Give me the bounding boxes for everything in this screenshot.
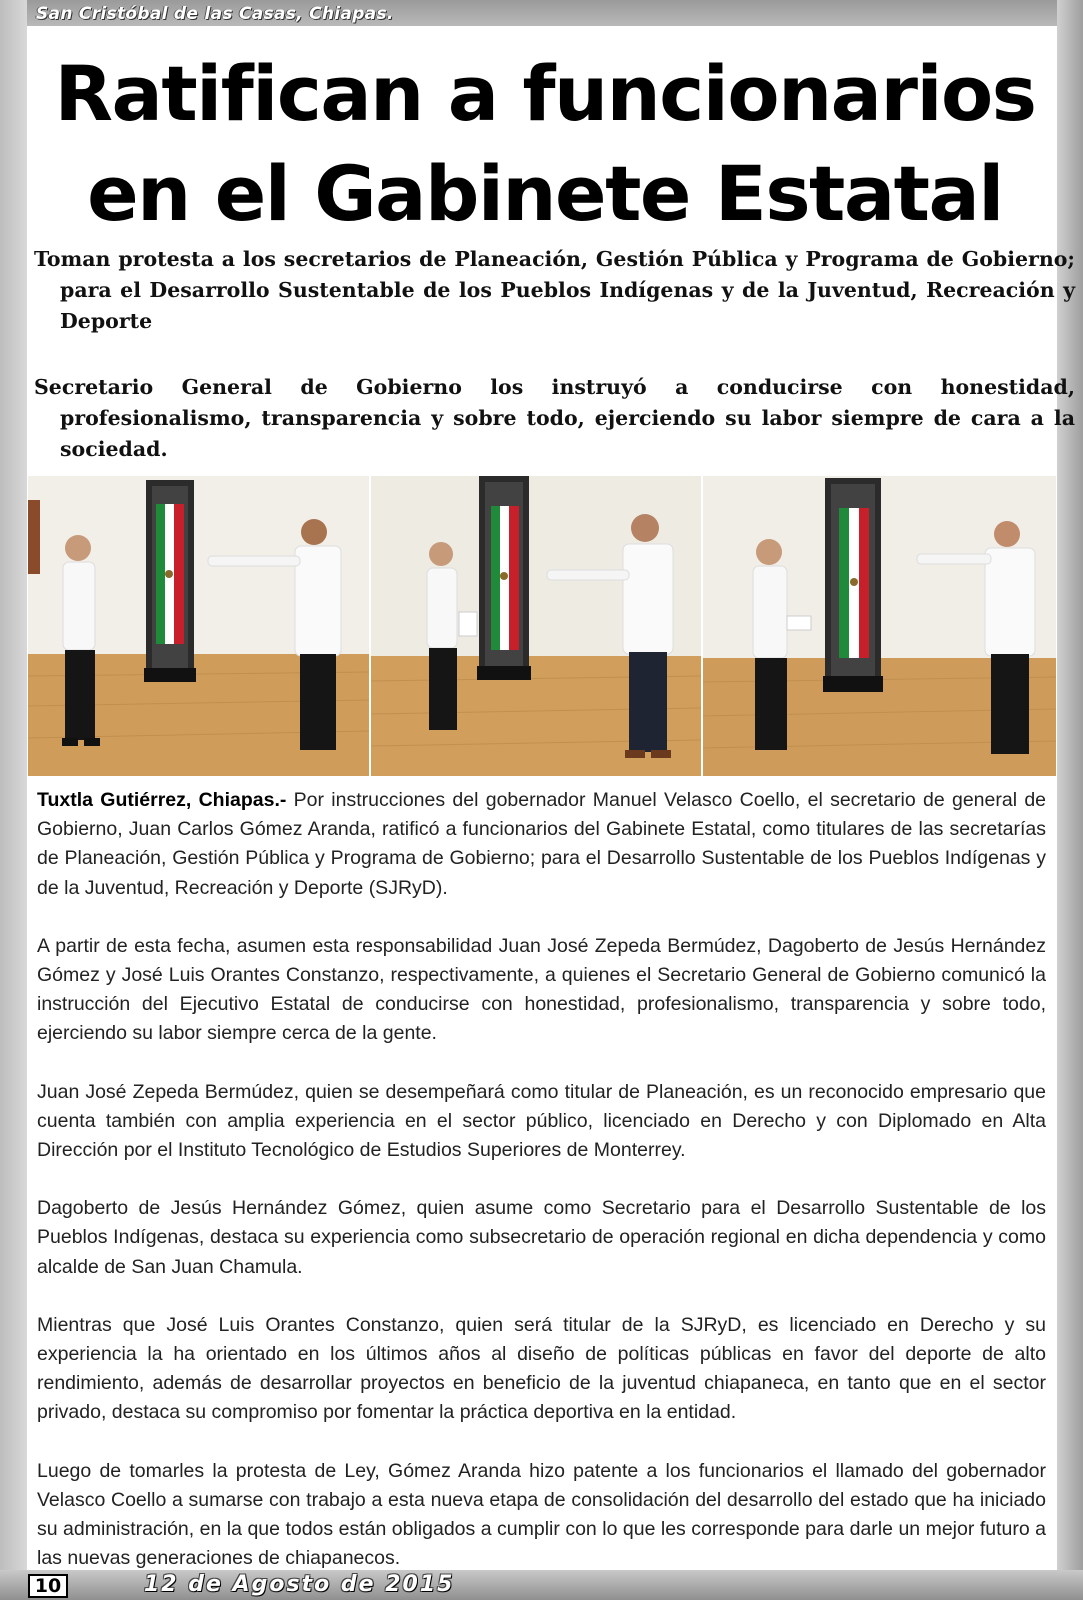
article-paragraph: Dagoberto de Jesús Hernández Gómez, quien asume como Secretario para el Desarrollo Sustentable de los Pueblos Indígenas, destaca su experiencia como subsecretario de operación regional en dicha dependencia y como alcalde de San Juan Chamula. xyxy=(37,1197,1046,1278)
swearing-in-photo-3 xyxy=(703,476,1056,776)
issue-date: 12 de Agosto de 2015 xyxy=(144,1572,455,1597)
headline-line-2: en el Gabinete Estatal xyxy=(87,149,1003,238)
article-paragraph: Mientras que José Luis Orantes Constanzo, quien será titular de la SJRyD, es licenciado en Derecho y su experiencia la ha orientado en los últimos años al diseño de políticas públicas en favor del deporte de alto rendimiento, además de desarrollar proyectos en beneficio de la juventud chiapaneca, en tanto que en el sector privado, destaca su compromiso por fomentar la práctica deportiva en la entidad. xyxy=(37,1313,1046,1424)
section-location: San Cristóbal de las Casas, Chiapas. xyxy=(36,4,394,24)
dateline: Tuxtla Gutiérrez, Chiapas.- xyxy=(37,789,287,811)
article-paragraph: Juan José Zepeda Bermúdez, quien se desempeñará como titular de Planeación, es un reconocido empresario que cuenta también con amplia experiencia en el sector público, licenciado en Derecho y con Diplomado en Alta Dirección por el Instituto Tecnológico de Estudios Superiores de Monterrey. xyxy=(37,1080,1046,1162)
article-paragraph xyxy=(37,786,1046,903)
article-paragraph-text: Por instrucciones del gobernador Manuel Velasco Coello, el secretario de general de Gobierno, Juan Carlos Gómez Aranda, ratificó a funcionarios del Gabinete Estatal, como titulares de las secretarías de Planeación, Gestión Pública y Programa de Gobierno; para el Desarrollo Sustentable de los Pueblos Indígenas y de la Juventud, Recreación y Deporte (SJRyD). xyxy=(37,789,1047,899)
subheadline-2: Secretario General de Gobierno los instruyó a conducirse con honestidad, profesionalismo, transparencia y sobre todo, ejerciendo su labor siempre de cara a la sociedad. xyxy=(34,375,1075,461)
article-paragraph: Luego de tomarles la protesta de Ley, Gómez Aranda hizo patente a los funcionarios el llamado del gobernador Velasco Coello a sumarse con trabajo a esta nueva etapa de consolidación del desarrollo del estado que ha iniciado su administración, en la que todos están obligados a cumplir con lo que les corresponde para darle un mejor futuro a las nuevas generaciones de chiapanecos. xyxy=(37,1459,1046,1570)
swearing-in-photo-1 xyxy=(28,476,369,776)
headline-line-1: Ratifican a funcionarios xyxy=(54,49,1036,138)
subheadline-1: Toman protesta a los secretarios de Planeación, Gestión Pública y Programa de Gobierno; para el Desarrollo Sustentable de los Pueblos Indígenas y de la Juventud, Recreación y Deporte xyxy=(34,247,1075,333)
headline xyxy=(40,44,1050,244)
photo-strip xyxy=(28,476,1056,776)
page-frame-left xyxy=(0,0,27,1600)
article-body xyxy=(37,786,1046,1602)
swearing-in-photo-2 xyxy=(371,476,701,776)
page-number: 10 xyxy=(28,1574,68,1598)
page-frame-right xyxy=(1057,0,1083,1600)
article-paragraph: A partir de esta fecha, asumen esta responsabilidad Juan José Zepeda Bermúdez, Dagoberto de Jesús Hernández Gómez y José Luis Orantes Constanzo, respectivamente, a quienes el Secretario General de Gobierno comunicó la instrucción del Ejecutivo Estatal de conducirse con honestidad, profesionalismo, transparencia y sobre todo, ejerciendo su labor siempre cerca de la gente. xyxy=(37,934,1046,1045)
